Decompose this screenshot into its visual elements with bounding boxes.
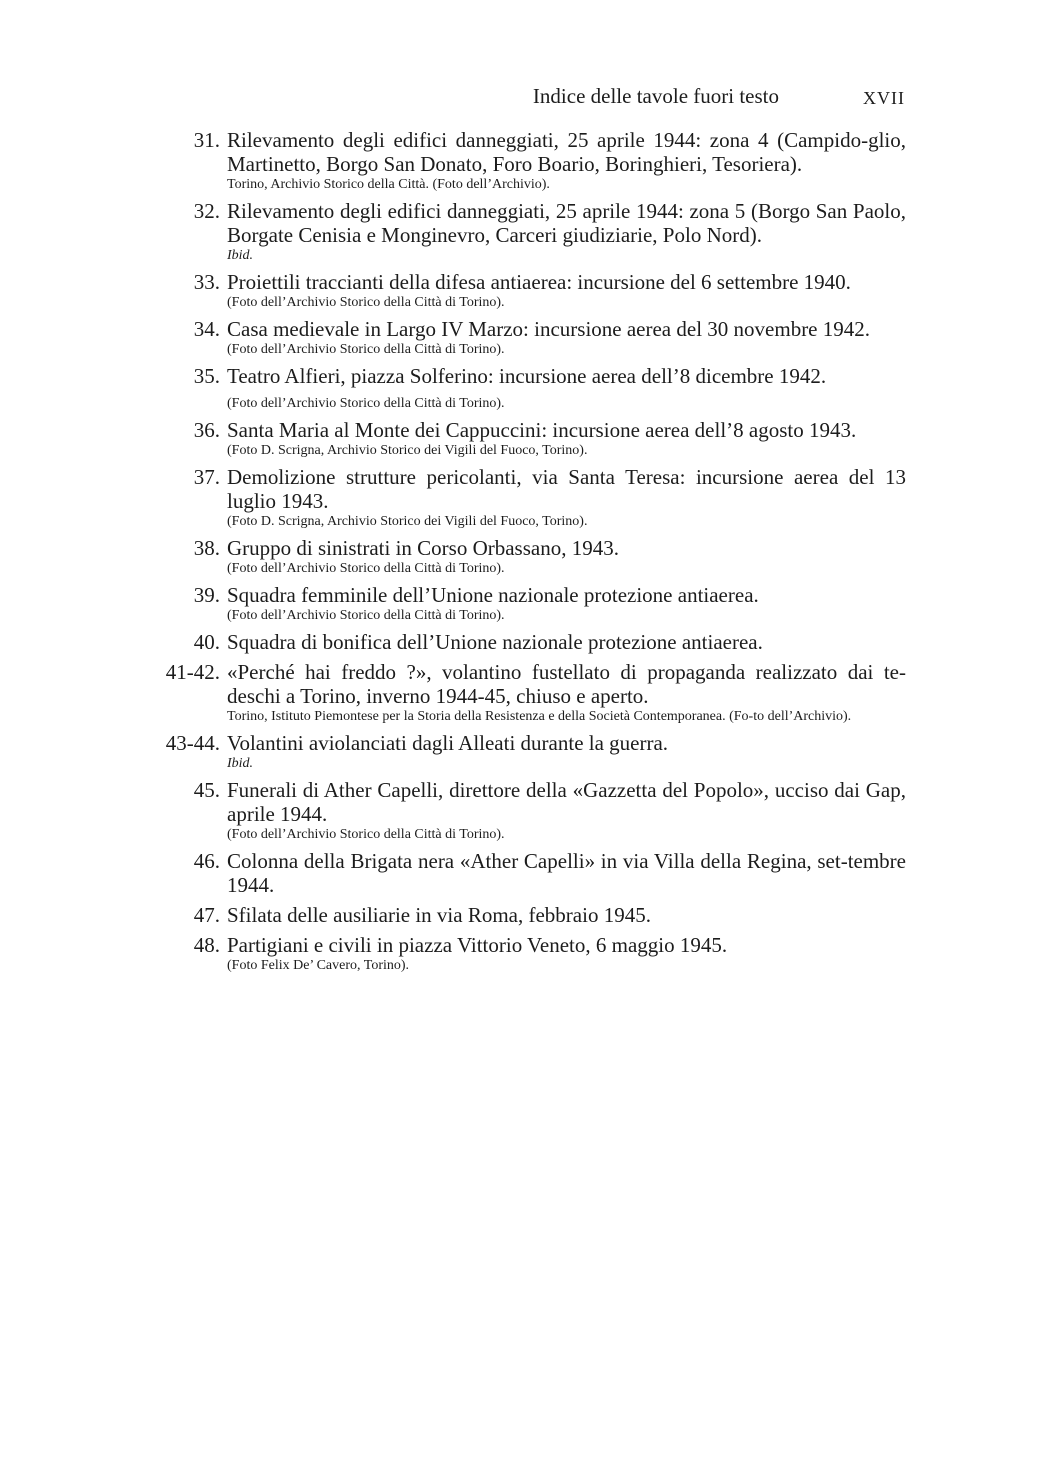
entry-number: 43-44.	[165, 731, 220, 755]
entry-title: Santa Maria al Monte dei Cappuccini: incursione aerea dell’8 agosto 1943.	[227, 418, 857, 442]
list-item	[150, 933, 906, 974]
list-item	[150, 199, 906, 264]
list-item	[150, 418, 906, 459]
list-item	[150, 660, 906, 725]
entry-source: (Foto dell’Archivio Storico della Città di Torino).	[227, 827, 505, 842]
entry-number: 32.	[193, 199, 220, 223]
list-item	[150, 630, 906, 654]
entry-number: 38.	[193, 536, 220, 560]
page-number: XVII	[863, 88, 905, 108]
list-item	[150, 270, 906, 311]
entry-number: 35.	[193, 364, 220, 388]
entry-source: (Foto Felix De’ Cavero, Torino).	[227, 958, 410, 973]
entry-number: 33.	[193, 270, 220, 294]
entry-title: Casa medievale in Largo IV Marzo: incursione aerea del 30 novembre 1942.	[227, 317, 871, 341]
entry-source: Ibid.	[227, 756, 254, 771]
entry-title: Squadra di bonifica dell’Unione nazionale protezione antiaerea.	[227, 630, 763, 654]
entry-number: 40.	[193, 630, 220, 654]
entry-title: Funerali di Ather Capelli, direttore della «Gazzetta del Popolo», ucciso dai Gap, aprile 1944.	[227, 778, 906, 826]
list-item	[150, 364, 906, 412]
entry-number: 34.	[193, 317, 220, 341]
entry-source: Torino, Archivio Storico della Città. (Foto dell’Archivio).	[227, 177, 550, 192]
entry-title: Colonna della Brigata nera «Ather Capelli» in via Villa della Regina, set-tembre 1944.	[227, 849, 906, 897]
entry-title: Volantini aviolanciati dagli Alleati durante la guerra.	[227, 731, 669, 755]
entry-title: Gruppo di sinistrati in Corso Orbassano, 1943.	[227, 536, 619, 560]
entry-number: 37.	[193, 465, 220, 489]
entry-source: (Foto dell’Archivio Storico della Città di Torino).	[227, 342, 505, 357]
entry-number: 39.	[193, 583, 220, 607]
entry-title: Teatro Alfieri, piazza Solferino: incursione aerea dell’8 dicembre 1942.	[227, 364, 827, 388]
entry-number: 36.	[193, 418, 220, 442]
entry-title: Demolizione strutture pericolanti, via Santa Teresa: incursione aerea del 13 luglio 1943.	[227, 465, 906, 513]
list-item	[150, 583, 906, 624]
entry-source: (Foto D. Scrigna, Archivio Storico dei Vigili del Fuoco, Torino).	[227, 514, 588, 529]
entry-source: (Foto D. Scrigna, Archivio Storico dei Vigili del Fuoco, Torino).	[227, 443, 588, 458]
list-item	[150, 128, 906, 193]
entry-title: Rilevamento degli edifici danneggiati, 25 aprile 1944: zona 4 (Campido-glio, Martinetto, Borgo San Donato, Foro Boario, Boringhieri, Tesoriera).	[227, 128, 906, 176]
entry-source: Ibid.	[227, 248, 254, 263]
entry-number: 45.	[193, 778, 220, 802]
entry-title: «Perché hai freddo ?», volantino fustellato di propaganda realizzato dai te-deschi a Torino, inverno 1944-45, chiuso e aperto.	[227, 660, 906, 708]
entry-source: (Foto dell’Archivio Storico della Città di Torino).	[227, 396, 505, 411]
list-item	[150, 778, 906, 843]
list-item	[150, 536, 906, 577]
running-title: Indice delle tavole fuori testo	[532, 84, 779, 108]
entry-number: 47.	[193, 903, 220, 927]
entry-title: Proiettili traccianti della difesa antiaerea: incursione del 6 settembre 1940.	[227, 270, 851, 294]
entry-title: Partigiani e civili in piazza Vittorio Veneto, 6 maggio 1945.	[227, 933, 728, 957]
entry-number: 41-42.	[165, 660, 220, 684]
entry-source: (Foto dell’Archivio Storico della Città di Torino).	[227, 561, 505, 576]
entry-number: 31.	[193, 128, 220, 152]
entry-source: Torino, Istituto Piemontese per la Storia della Resistenza e della Società Contemporanea. (Fo-to dell’Archivio).	[227, 709, 852, 724]
entry-title: Squadra femminile dell’Unione nazionale protezione antiaerea.	[227, 583, 759, 607]
list-item	[150, 731, 906, 772]
entry-title: Rilevamento degli edifici danneggiati, 25 aprile 1944: zona 5 (Borgo San Paolo, Borgate Cenisia e Monginevro, Carceri giudiziarie, Polo Nord).	[227, 199, 906, 247]
list-item	[150, 465, 906, 530]
list-item	[150, 849, 906, 897]
list-item	[150, 317, 906, 358]
entry-number: 46.	[193, 849, 220, 873]
list-item	[150, 903, 906, 927]
running-head	[150, 84, 905, 112]
entry-source: (Foto dell’Archivio Storico della Città di Torino).	[227, 295, 505, 310]
entry-source: (Foto dell’Archivio Storico della Città di Torino).	[227, 608, 505, 623]
plates-list	[150, 128, 906, 980]
entry-number: 48.	[193, 933, 220, 957]
entry-title: Sfilata delle ausiliarie in via Roma, febbraio 1945.	[227, 903, 651, 927]
